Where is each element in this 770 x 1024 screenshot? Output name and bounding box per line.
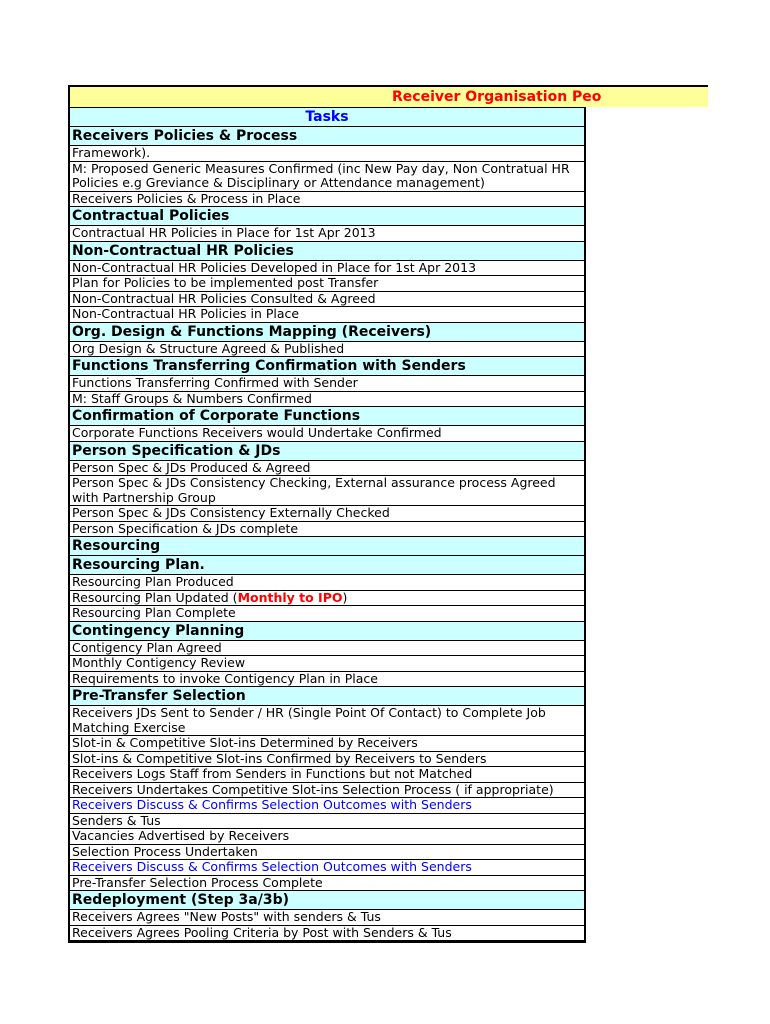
- task-text: Functions Transferring Confirmed with Sender: [72, 376, 358, 390]
- task-row: [70, 261, 584, 277]
- task-row: [70, 798, 584, 814]
- task-text: Resourcing Plan Produced: [72, 575, 234, 589]
- task-text: Vacancies Advertised by Receivers: [72, 829, 290, 843]
- task-row: [70, 767, 584, 783]
- task-row: [70, 672, 584, 688]
- section-header: [70, 442, 584, 461]
- highlight-text: Monthly to IPO: [237, 590, 343, 605]
- task-row: [70, 876, 584, 892]
- task-row: [70, 656, 584, 672]
- task-row: [70, 226, 584, 242]
- section-title: Non-Contractual HR Policies: [72, 242, 294, 259]
- task-text: Non-Contractual HR Policies in Place: [72, 307, 300, 321]
- title-row: [68, 85, 708, 107]
- task-row: [70, 910, 584, 926]
- task-row: [70, 342, 584, 358]
- task-text: Non-Contractual HR Policies Developed in Place for 1st Apr 2013: [72, 260, 477, 275]
- task-row: [70, 426, 584, 442]
- task-text: Receivers Undertakes Competitive Slot-ins Selection Process ( if appropriate): [72, 782, 554, 797]
- task-text: Non-Contractual HR Policies Consulted & Agreed: [72, 291, 376, 306]
- task-text-suffix: ): [342, 590, 348, 605]
- task-row: [70, 162, 584, 192]
- task-row: [70, 376, 584, 392]
- task-text: Receivers Policies & Process in Place: [72, 191, 301, 206]
- task-text: Pre-Transfer Selection Process Complete: [72, 875, 323, 890]
- section-title: Redeployment (Step 3a/3b): [72, 892, 289, 908]
- section-header: [70, 687, 584, 706]
- task-row: [70, 307, 584, 323]
- task-text: M: Proposed Generic Measures Confirmed (inc New Pay day, Non Contratual HR Policies e.g Greviance & Disciplinary or Attendance management): [72, 161, 570, 190]
- task-text: Person Spec & JDs Produced & Agreed: [72, 460, 311, 475]
- section-title: Contingency Planning: [72, 622, 245, 639]
- section-title: Person Specification & JDs: [72, 442, 281, 459]
- task-text: Receivers Logs Staff from Senders in Functions but not Matched: [72, 767, 473, 781]
- section-header: [70, 407, 584, 426]
- task-row: [70, 392, 584, 408]
- task-text: Requirements to invoke Contigency Plan in Place: [72, 671, 378, 686]
- section-header: [70, 537, 584, 556]
- task-row: [70, 814, 584, 830]
- task-text: Resourcing Plan Complete: [72, 606, 236, 620]
- task-text: Receivers Agrees Pooling Criteria by Post with Senders & Tus: [72, 925, 452, 940]
- task-row: [70, 926, 584, 942]
- task-row: [70, 706, 584, 736]
- task-row: [70, 575, 584, 591]
- section-header: [70, 127, 584, 146]
- task-text: Contractual HR Policies in Place for 1st Apr 2013: [72, 226, 376, 240]
- section-title: Receivers Policies & Process: [72, 128, 298, 144]
- section-header: [70, 357, 584, 376]
- section-title: Confirmation of Corporate Functions: [72, 408, 361, 424]
- task-text: Monthly Contigency Review: [72, 656, 246, 670]
- sheet-title: Receiver Organisation Peo: [392, 89, 602, 105]
- task-row: [70, 641, 584, 657]
- section-header: [70, 891, 584, 910]
- task-text: Receivers Agrees "New Posts" with senders & Tus: [72, 910, 381, 924]
- task-row: [70, 860, 584, 876]
- task-row: [70, 146, 584, 162]
- spreadsheet: [68, 85, 708, 943]
- section-title: Pre-Transfer Selection: [72, 688, 246, 704]
- task-text: Contigency Plan Agreed: [72, 640, 222, 655]
- task-text: Corporate Functions Receivers would Undertake Confirmed: [72, 426, 442, 440]
- task-text: Receivers JDs Sent to Sender / HR (Single Point Of Contact) to Complete Job Matching Exercise: [72, 706, 546, 735]
- task-text: Resourcing Plan Updated (: [72, 590, 238, 605]
- section-header: [70, 207, 584, 226]
- section-title: Resourcing: [72, 538, 161, 554]
- section-header: [70, 622, 584, 641]
- task-text: Person Specification & JDs complete: [72, 521, 299, 536]
- task-row: [70, 522, 584, 538]
- task-row: [70, 845, 584, 861]
- task-row: [70, 829, 584, 845]
- task-text: Person Spec & JDs Consistency Externally Checked: [72, 506, 390, 520]
- task-text: Slot-in & Competitive Slot-ins Determined by Receivers: [72, 736, 418, 750]
- task-row: [70, 192, 584, 208]
- task-text: Framework).: [72, 146, 151, 160]
- task-text: Selection Process Undertaken: [72, 844, 258, 859]
- task-rows: [70, 127, 584, 941]
- task-text: Receivers Discuss & Confirms Selection Outcomes with Senders: [72, 860, 472, 874]
- section-title: Functions Transferring Confirmation with Senders: [72, 358, 466, 374]
- task-row: [70, 736, 584, 752]
- task-row: [70, 506, 584, 522]
- tasks-table: [68, 107, 586, 943]
- task-row: [70, 591, 584, 607]
- task-text: Org Design & Structure Agreed & Published: [72, 341, 345, 356]
- task-text: M: Staff Groups & Numbers Confirmed: [72, 391, 312, 406]
- section-title: Resourcing Plan.: [72, 557, 205, 573]
- tasks-column-header: Tasks: [70, 107, 584, 127]
- task-row: [70, 292, 584, 308]
- task-text: Plan for Policies to be implemented post Transfer: [72, 276, 379, 290]
- task-row: [70, 783, 584, 799]
- task-row: [70, 752, 584, 768]
- section-header: [70, 242, 584, 261]
- task-row: [70, 461, 584, 477]
- task-row: [70, 276, 584, 292]
- section-header: [70, 323, 584, 342]
- task-text: Senders & Tus: [72, 813, 161, 828]
- task-text: Slot-ins & Competitive Slot-ins Confirmed by Receivers to Senders: [72, 751, 487, 766]
- section-header: [70, 556, 584, 575]
- task-row: [70, 476, 584, 506]
- task-text: Receivers Discuss & Confirms Selection Outcomes with Senders: [72, 798, 472, 812]
- section-title: Org. Design & Functions Mapping (Receivers): [72, 323, 432, 340]
- task-text: Person Spec & JDs Consistency Checking, External assurance process Agreed with Partnership Group: [72, 476, 556, 505]
- task-row: [70, 606, 584, 622]
- section-title: Contractual Policies: [72, 208, 230, 224]
